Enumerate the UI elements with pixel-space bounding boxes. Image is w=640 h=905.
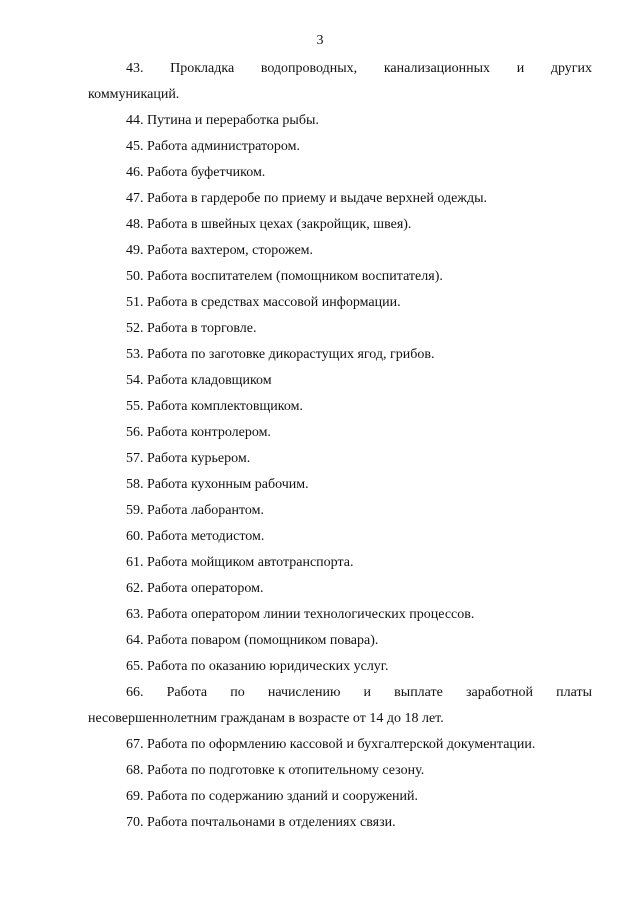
list-item: 51. Работа в средствах массовой информации. xyxy=(126,295,401,310)
list-item-line: 43. Прокладка водопроводных, канализационных и других xyxy=(126,61,592,76)
list-item xyxy=(88,680,592,732)
list-item: 49. Работа вахтером, сторожем. xyxy=(126,243,314,258)
list-item: 68. Работа по подготовке к отопительному сезону. xyxy=(126,763,425,778)
list-item: 64. Работа поваром (помощником повара). xyxy=(126,633,379,648)
list-item-line: несовершеннолетним гражданам в возрасте от 14 до 18 лет. xyxy=(88,711,444,726)
list-item: 67. Работа по оформлению кассовой и бухгалтерской документации. xyxy=(126,737,536,752)
list-item: 56. Работа контролером. xyxy=(126,425,271,440)
list-item: 70. Работа почтальонами в отделениях связи. xyxy=(126,815,396,830)
list-item: 48. Работа в швейных цехах (закройщик, швея). xyxy=(126,217,412,232)
list-item xyxy=(88,56,592,108)
list-item-line: 66. Работа по начислению и выплате заработной платы xyxy=(126,685,592,700)
list-item: 44. Путина и переработка рыбы. xyxy=(126,113,319,128)
list-item: 63. Работа оператором линии технологических процессов. xyxy=(126,607,475,622)
list-item: 69. Работа по содержанию зданий и сооружений. xyxy=(126,789,419,804)
list-item: 50. Работа воспитателем (помощником воспитателя). xyxy=(126,269,443,284)
list-item: 60. Работа методистом. xyxy=(126,529,265,544)
list-item: 65. Работа по оказанию юридических услуг. xyxy=(126,659,389,674)
list-of-works xyxy=(88,56,592,836)
page-number: 3 xyxy=(316,33,324,48)
list-item: 57. Работа курьером. xyxy=(126,451,251,466)
list-item: 54. Работа кладовщиком xyxy=(126,373,272,388)
list-item: 59. Работа лаборантом. xyxy=(126,503,264,518)
list-item-line: коммуникаций. xyxy=(88,87,180,102)
list-item: 45. Работа администратором. xyxy=(126,139,300,154)
list-item: 55. Работа комплектовщиком. xyxy=(126,399,303,414)
list-item: 52. Работа в торговле. xyxy=(126,321,257,336)
list-item: 53. Работа по заготовке дикорастущих ягод, грибов. xyxy=(126,347,435,362)
list-item: 47. Работа в гардеробе по приему и выдаче верхней одежды. xyxy=(126,191,487,206)
list-item: 62. Работа оператором. xyxy=(126,581,264,596)
list-item: 61. Работа мойщиком автотранспорта. xyxy=(126,555,354,570)
list-item: 46. Работа буфетчиком. xyxy=(126,165,266,180)
list-item: 58. Работа кухонным рабочим. xyxy=(126,477,309,492)
